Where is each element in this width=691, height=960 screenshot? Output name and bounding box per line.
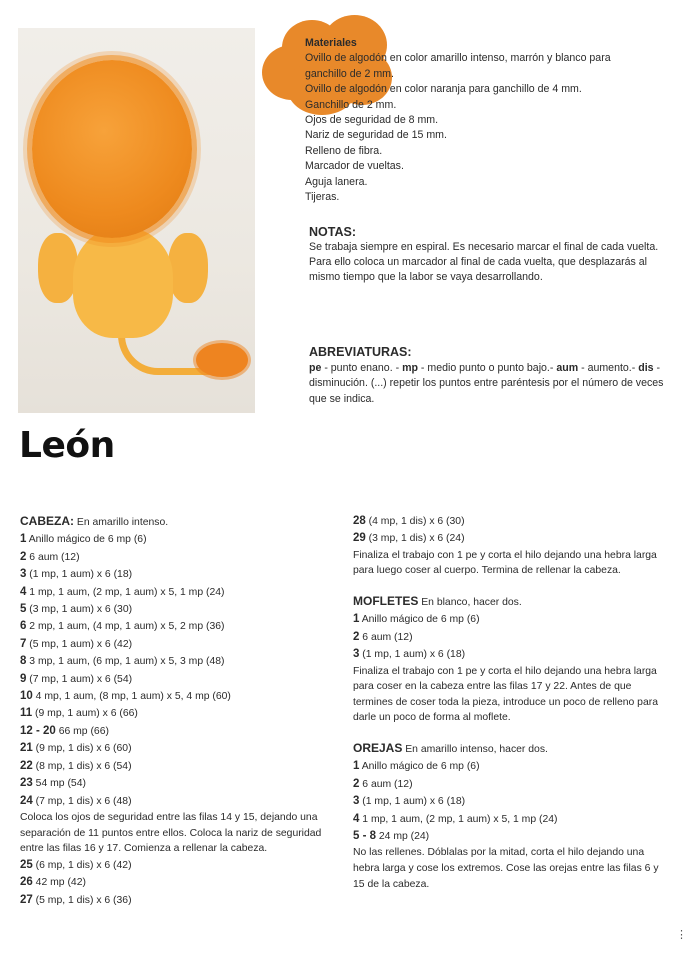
abbreviations-text xyxy=(309,361,674,408)
round-instructions: (5 mp, 1 dis) x 6 (36) xyxy=(32,894,132,906)
pattern-round xyxy=(20,549,335,566)
round-number: 3 xyxy=(20,568,27,581)
materials-item: Ganchillo de 2 mm. xyxy=(305,98,397,111)
round-instructions: (1 mp, 1 aum) x 6 (18) xyxy=(359,649,466,661)
section-heading xyxy=(20,513,335,531)
round-instructions: Anillo mágico de 6 mp (6) xyxy=(359,614,480,626)
pattern-round xyxy=(353,758,668,775)
round-instructions: (9 mp, 1 dis) x 6 (60) xyxy=(32,743,132,755)
abbreviation-term: mp xyxy=(402,361,418,374)
abbreviation-definition: - disminución. (...) repetir los puntos entre paréntesis por el número de veces que se indica. xyxy=(309,361,664,405)
round-number: 1 xyxy=(20,533,27,546)
round-number: 3 xyxy=(353,795,360,808)
round-instructions: Anillo mágico de 6 mp (6) xyxy=(359,761,480,773)
instruction-paragraph: Finaliza el trabajo con 1 pe y corta el hilo dejando una hebra larga para luego coser al cuerpo. Termina de rellenar la cabeza. xyxy=(353,549,657,577)
lion-arm-left xyxy=(38,233,78,303)
round-instructions: 1 mp, 1 aum, (2 mp, 1 aum) x 5, 1 mp (24) xyxy=(26,586,225,598)
round-instructions: (1 mp, 1 aum) x 6 (18) xyxy=(26,569,133,581)
round-number: 8 xyxy=(20,655,27,668)
round-number: 23 xyxy=(20,777,33,790)
round-instructions: (7 mp, 1 aum) x 6 (54) xyxy=(26,673,133,685)
round-number: 3 xyxy=(353,648,360,661)
pattern-round xyxy=(20,566,335,583)
abbreviation-term: aum xyxy=(556,361,579,374)
round-instructions: (9 mp, 1 aum) x 6 (66) xyxy=(32,708,138,720)
abbreviation-definition: - aumento.- xyxy=(578,361,639,374)
materials-item: Nariz de seguridad de 15 mm. xyxy=(305,129,447,142)
round-instructions: En amarillo intenso, hacer dos. xyxy=(402,744,548,755)
round-number: 7 xyxy=(20,637,27,650)
pattern-title: León xyxy=(19,425,115,466)
materials-item: Relleno de fibra. xyxy=(305,144,383,157)
pattern-round xyxy=(20,705,335,722)
pattern-round xyxy=(353,828,668,845)
section-heading xyxy=(353,593,668,611)
materials-item: ganchillo de 2 mm. xyxy=(305,67,394,80)
section-spacer xyxy=(353,726,668,740)
pattern-round xyxy=(20,653,335,670)
abbreviations-heading: ABREVIATURAS: xyxy=(309,345,412,359)
round-instructions: (3 mp, 1 dis) x 6 (24) xyxy=(365,533,465,545)
pattern-round xyxy=(20,892,335,909)
round-instructions: 66 mp (66) xyxy=(55,725,109,737)
pattern-round xyxy=(20,636,335,653)
round-number: 2 xyxy=(353,777,360,790)
pattern-round xyxy=(20,688,335,705)
abbreviation-term: pe xyxy=(309,361,322,374)
round-number: 6 xyxy=(20,620,27,633)
pattern-column-left xyxy=(20,513,335,909)
round-number: 11 xyxy=(20,707,33,720)
section-spacer xyxy=(353,579,668,593)
round-instructions: (8 mp, 1 dis) x 6 (54) xyxy=(32,760,132,772)
pattern-round xyxy=(20,775,335,792)
round-number: 5 xyxy=(20,603,27,616)
round-number: 24 xyxy=(20,794,33,807)
round-instructions: (1 mp, 1 aum) x 6 (18) xyxy=(359,796,466,808)
round-instructions: 6 aum (12) xyxy=(359,631,413,643)
pattern-round xyxy=(353,776,668,793)
round-number: 2 xyxy=(353,630,360,643)
pattern-round xyxy=(20,671,335,688)
round-instructions: (6 mp, 1 dis) x 6 (42) xyxy=(32,859,132,871)
notes-heading: NOTAS: xyxy=(309,225,356,239)
round-instructions: 2 mp, 1 aum, (4 mp, 1 aum) x 5, 2 mp (36) xyxy=(26,621,225,633)
pattern-round xyxy=(20,601,335,618)
round-instructions: (3 mp, 1 aum) x 6 (30) xyxy=(26,604,133,616)
instruction-paragraph: Coloca los ojos de seguridad entre las filas 14 y 15, dejando una separación de 11 puntos entre ellos. Coloca la nariz de seguridad entre las filas 16 y 17. Comienza a rellenar la cabeza. xyxy=(20,811,322,855)
materials-heading: Materiales xyxy=(305,37,357,49)
materials-item: Marcador de vueltas. xyxy=(305,160,404,173)
materials-item: Ojos de seguridad de 8 mm. xyxy=(305,114,439,127)
round-number: 1 xyxy=(353,760,360,773)
abbreviation-term: dis xyxy=(638,361,654,374)
more-options-icon[interactable]: ⋮ xyxy=(676,929,687,941)
materials-item: Tijeras. xyxy=(305,191,340,204)
abbreviation-definition: - medio punto o punto bajo.- xyxy=(417,361,557,374)
round-number: 4 xyxy=(353,812,360,825)
pattern-round xyxy=(20,618,335,635)
round-instructions: 24 mp (24) xyxy=(376,831,430,843)
pattern-round xyxy=(20,723,335,740)
round-number: 26 xyxy=(20,876,33,889)
round-instructions: En blanco, hacer dos. xyxy=(418,597,522,608)
abbreviations-section xyxy=(309,345,674,407)
section-heading xyxy=(353,740,668,758)
notes-text: Se trabaja siempre en espiral. Es necesario marcar el final de cada vuelta. Para ello coloca un marcador al final de cada vuelta, que desplazarás al mismo tiempo que la labor se vaya desarrollando. xyxy=(309,241,659,283)
round-number: 12 - 20 xyxy=(20,724,56,737)
round-instructions: En amarillo intenso. xyxy=(74,517,169,528)
materials-item: Ovillo de algodón en color naranja para ganchillo de 4 mm. xyxy=(305,83,582,96)
round-instructions: 1 mp, 1 aum, (2 mp, 1 aum) x 5, 1 mp (24) xyxy=(359,813,558,825)
round-instructions: 3 mp, 1 aum, (6 mp, 1 aum) x 5, 3 mp (48) xyxy=(26,656,225,668)
round-number: 21 xyxy=(20,742,33,755)
abbreviation-definition: - punto enano. - xyxy=(321,361,403,374)
pattern-round xyxy=(353,793,668,810)
round-number: 5 - 8 xyxy=(353,830,377,843)
round-number: 1 xyxy=(353,613,360,626)
pattern-round xyxy=(20,584,335,601)
pattern-round xyxy=(353,629,668,646)
round-number: 27 xyxy=(20,893,33,906)
round-instructions: 54 mp (54) xyxy=(32,778,86,790)
pattern-round xyxy=(20,740,335,757)
pattern-round xyxy=(20,758,335,775)
round-instructions: 6 aum (12) xyxy=(26,551,80,563)
round-instructions: 6 aum (12) xyxy=(359,778,413,790)
pattern-round xyxy=(20,874,335,891)
pattern-round xyxy=(353,530,668,547)
lion-arm-right xyxy=(168,233,208,303)
materials-item: Aguja lanera. xyxy=(305,175,368,188)
round-instructions: (7 mp, 1 dis) x 6 (48) xyxy=(32,795,132,807)
round-number: 2 xyxy=(20,550,27,563)
round-number: 25 xyxy=(20,858,33,871)
lion-body xyxy=(73,228,173,338)
round-instructions: Anillo mágico de 6 mp (6) xyxy=(26,534,147,546)
instruction-paragraph: No las rellenes. Dóblalas por la mitad, corta el hilo dejando una hebra larga y cose los extremos. Cose las orejas entre las filas 6 y 15 de la cabeza. xyxy=(353,847,659,890)
round-instructions: 42 mp (42) xyxy=(32,877,86,889)
notes-section xyxy=(309,225,669,285)
pattern-column-right xyxy=(353,513,668,892)
lion-tail-tuft xyxy=(196,343,248,377)
lion-amigurumi-photo xyxy=(18,28,255,413)
section-title: MOFLETES xyxy=(353,594,419,608)
round-number: 28 xyxy=(353,515,366,527)
round-instructions: (5 mp, 1 aum) x 6 (42) xyxy=(26,638,133,650)
pattern-round xyxy=(20,531,335,548)
pattern-round xyxy=(353,646,668,663)
round-number: 4 xyxy=(20,585,27,598)
materials-item: Ovillo de algodón en color amarillo intenso, marrón y blanco para xyxy=(305,52,611,65)
round-number: 10 xyxy=(20,690,33,703)
section-title: OREJAS xyxy=(353,741,403,755)
pattern-round xyxy=(20,857,335,874)
round-number: 29 xyxy=(353,532,366,545)
pattern-round xyxy=(353,811,668,828)
section-title: CABEZA: xyxy=(20,514,74,528)
pattern-round xyxy=(353,513,668,530)
round-number: 22 xyxy=(20,759,33,772)
lion-mane xyxy=(32,60,192,238)
pattern-round xyxy=(20,793,335,810)
instruction-paragraph: Finaliza el trabajo con 1 pe y corta el hilo dejando una hebra larga para coser en la cabeza entre las filas 17 y 22. Antes de que termines de coser toda la pieza, introduce un poco de relleno para darle un poco de forma al moflete. xyxy=(353,665,658,724)
round-number: 9 xyxy=(20,672,27,685)
materials-section xyxy=(305,36,665,205)
round-instructions: (4 mp, 1 dis) x 6 (30) xyxy=(365,516,465,527)
pattern-round xyxy=(353,611,668,628)
round-instructions: 4 mp, 1 aum, (8 mp, 1 aum) x 5, 4 mp (60) xyxy=(32,691,231,703)
